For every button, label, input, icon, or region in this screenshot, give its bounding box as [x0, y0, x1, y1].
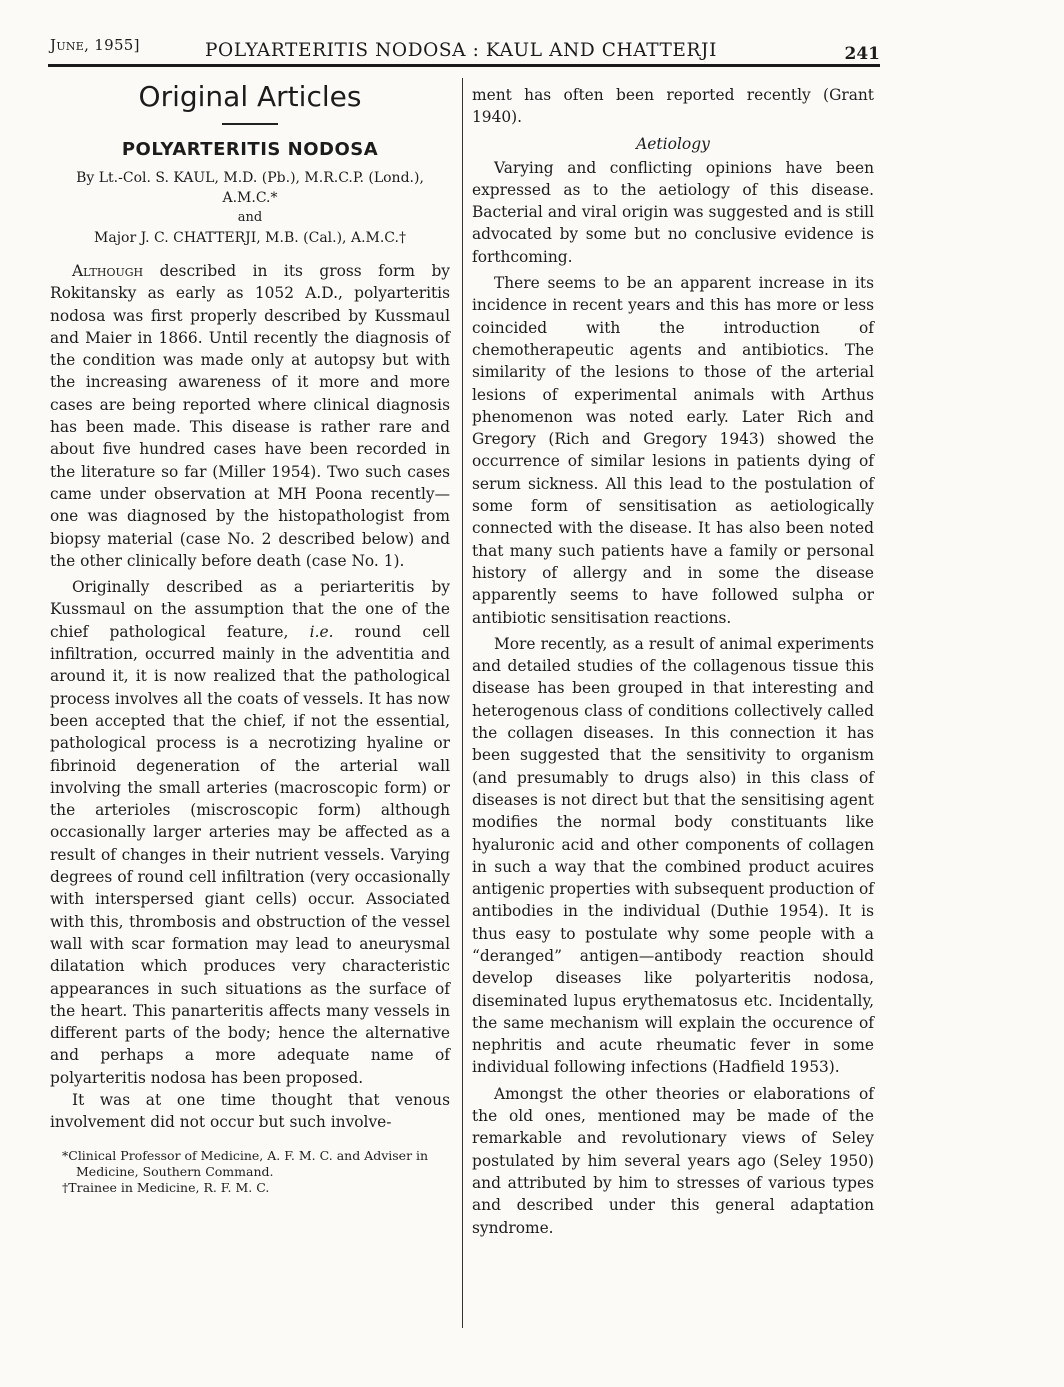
- pathology-text-b: round cell infiltration, occurred mainly in the adventitia and around it, it is now realized that the pathological process involves all the coats of vessels. It has now been accepted that the chief, if not the essential, pathological process is a necrotizing hyaline or fibrinoid degeneration of the arterial wall involving the small arteries (macroscopic form) or the arterioles (miscroscopic form) although occasionally larger arteries may be affected as a result of changes in their nutrient vessels. Varying degrees of round cell infiltration (very occasionally with interspersed giant cells) occur. Associated with this, thrombosis and obstruction of the vessel wall with scar formation may lead to aneurysmal dilatation which produces very characteristic appearances in such situations as the surface of the heart. This panarteritis affects many vessels in different parts of the body; hence the alternative and perhaps a more adequate name of polyarteritis nodosa has been proposed.: [50, 622, 450, 1087]
- aetiology-paragraph-4: Amongst the other theories or elaborations of the old ones, mentioned may be made of the remarkable and revolutionary views of Seley postulated by him several years ago (Seley 1950) and attributed by him to stresses of various types and described under this general adaptation syndrome.: [472, 1084, 874, 1237]
- left-column: [50, 80, 450, 1196]
- section-title: Original Articles: [138, 80, 362, 113]
- intro-paragraph: [50, 260, 450, 572]
- author-byline-kaul: By Lt.-Col. S. KAUL, M.D. (Pb.), M.R.C.P. (Lond.), A.M.C.*: [76, 170, 424, 206]
- aetiology-paragraph-2: There seems to be an apparent increase in its incidence in recent years and this has more or less coincided with the introduction of chemotherapeutic agents and antibiotics. The similarity of the lesions to those of the arterial lesions of experimental animals with Arthus phenomenon was noted early. Later Rich and Gregory (Rich and Gregory 1943) showed the occurrence of similar lesions in patients dying of serum sickness. All this lead to the postulation of some form of sensitisation as aetiologically connected with the disease. It has also been noted that many such patients have a family or personal history of allergy and in some the disease apparently seems to have followed sulpha or antibiotic sensitisation reactions.: [472, 274, 874, 627]
- author-byline-chatterji: Major J. C. CHATTERJI, M.B. (Cal.), A.M.C.†: [94, 230, 406, 246]
- column-divider: [462, 78, 463, 1328]
- ie-abbrev: i.e.: [309, 622, 334, 641]
- aetiology-paragraph-3: More recently, as a result of animal experiments and detailed studies of the collagenous tissue this disease has been grouped in that interesting and heterogenous class of conditions collectively called the collagen diseases. In this connection it has been suggested that the sensitivity to organism (and presumably to drugs also) in this class of diseases is not direct but that the sensitising agent modifies the normal body constituants like hyaluronic acid and other components of collagen in such a way that the combined product acuires antigenic properties with subsequent production of antibodies in the individual (Duthie 1954). It is thus easy to postulate why some people with a “deranged” antigen—antibody reaction should develop diseases like polyarteritis nodosa, diseminated lupus erythematosus etc. Incidentally, the same mechanism will explain the occurence of nephritis and acute rheumatic fever in some individual following infections (Hadfield 1953).: [472, 634, 874, 1077]
- aetiology-paragraph-1: Varying and conflicting opinions have been expressed as to the aetiology of this disease. Bacterial and viral origin was suggested and is still advocated by some but no conclusive evidence is forthcoming.: [472, 158, 874, 266]
- byline-and: and: [237, 210, 263, 225]
- article-title: POLYARTERITIS NODOSA: [121, 139, 379, 160]
- page-number: 241: [844, 44, 880, 64]
- issue-date: June, 1955]: [50, 36, 140, 54]
- continued-paragraph: ment has often been reported recently (Grant 1940).: [472, 86, 874, 127]
- right-column: [472, 84, 874, 1239]
- footnote-kaul: *Clinical Professor of Medicine, A. F. M. C. and Adviser in Medicine, Southern Command.: [62, 1147, 429, 1179]
- title-rule: [222, 123, 278, 125]
- header-rule: [48, 64, 880, 67]
- intro-text: described in its gross form by Rokitansky as early as 1052 A.D., polyarteritis nodosa was first properly described by Kussmaul and Maier in 1866. Until recently the diagnosis of the condition was made only at autopsy but with the increasing awareness of it more and more cases are being reported where clinical diagnosis has been made. This disease is rather rare and about five hundred cases have been recorded in the literature so far (Miller 1954). Two such cases came under observation at MH Poona recently—one was diagnosed by the histopathologist from biopsy material (case No. 2 described below) and the other clinically before death (case No. 1).: [50, 262, 450, 570]
- footnotes: [50, 1148, 450, 1196]
- running-head: [50, 34, 880, 66]
- pathology-paragraph: [50, 576, 450, 1089]
- venous-paragraph: It was at one time thought that venous involvement did not occur but such involve-: [50, 1090, 450, 1132]
- drop-lead: Although: [72, 262, 144, 280]
- footnote-chatterji: †Trainee in Medicine, R. F. M. C.: [62, 1179, 270, 1195]
- aetiology-heading: Aetiology: [636, 134, 710, 153]
- pathology-text-a: Originally described as a periarteritis by Kussmaul on the assumption that the one of the chief pathological feature,: [50, 578, 450, 641]
- running-title: POLYARTERITIS NODOSA : KAUL AND CHATTERJI: [205, 40, 717, 61]
